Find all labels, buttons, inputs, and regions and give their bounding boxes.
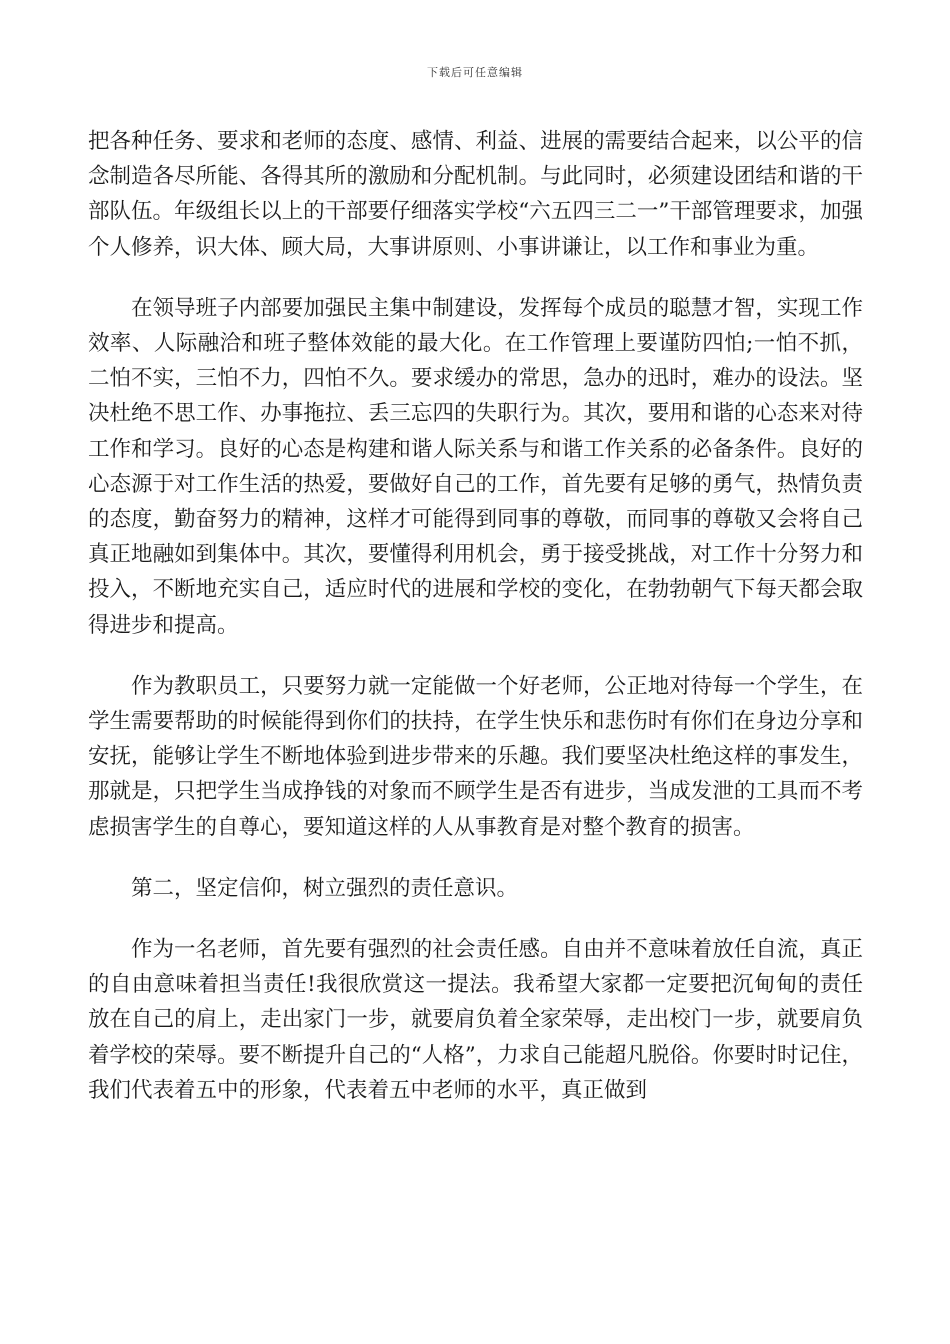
page-header: 下载后可任意编辑 — [427, 66, 523, 79]
paragraph-5: 作为一名老师，首先要有强烈的社会责任感。自由并不意味着放任自流，真正的自由意味着担当责任!我很欣赏这一提法。我希望大家都一定要把沉甸甸的责任放在自己的肩上，走出家门一步，就要肩负着全家荣辱，走出校门一步，就要肩负着学校的荣辱。要不断提升自己的“人格”，力求自己能超凡脱俗。你要时时记住，我们代表着五中的形象，代表着五中老师的水平，真正做到 — [88, 937, 863, 1103]
paragraph-2: 在领导班子内部要加强民主集中制建设，发挥每个成员的聪慧才智，实现工作效率、人际融洽和班子整体效能的最大化。在工作管理上要谨防四怕;一怕不抓，二怕不实，三怕不力，四怕不久。要求缓办的常思，急办的迅时，难办的设法。坚决杜绝不思工作、办事拖拉、丢三忘四的失职行为。其次，要用和谐的心态来对待工作和学习。良好的心态是构建和谐人际关系与和谐工作关系的必备条件。良好的心态源于对工作生活的热爱，要做好自己的工作，首先要有足够的勇气，热情负责的态度，勤奋努力的精神，这样才可能得到同事的尊敬，而同事的尊敬又会将自己真正地融如到集体中。其次，要懂得利用机会，勇于接受挑战，对工作十分努力和投入，不断地充实自己，适应时代的进展和学校的变化，在勃勃朝气下每天都会取得进步和提高。 — [88, 295, 863, 638]
section-heading-2: 第二，坚定信仰，树立强烈的责任意识。 — [131, 875, 519, 901]
document-body — [88, 124, 863, 1134]
paragraph-1: 把各种任务、要求和老师的态度、感情、利益、进展的需要结合起来，以公平的信念制造各尽所能、各得其所的激励和分配机制。与此同时，必须建设团结和谐的干部队伍。年级组长以上的干部要仔细落实学校“六五四三二一”干部管理要求，加强个人修养，识大体、顾大局，大事讲原则、小事讲谦让，以工作和事业为重。 — [88, 129, 863, 260]
paragraph-3: 作为教职员工，只要努力就一定能做一个好老师，公正地对待每一个学生，在学生需要帮助的时候能得到你们的扶持，在学生快乐和悲伤时有你们在身边分享和安抚，能够让学生不断地体验到进步带来的乐趣。我们要坚决杜绝这样的事发生，那就是，只把学生当成挣钱的对象而不顾学生是否有进步，当成发泄的工具而不考虑损害学生的自尊心，要知道这样的人从事教育是对整个教育的损害。 — [88, 673, 863, 840]
